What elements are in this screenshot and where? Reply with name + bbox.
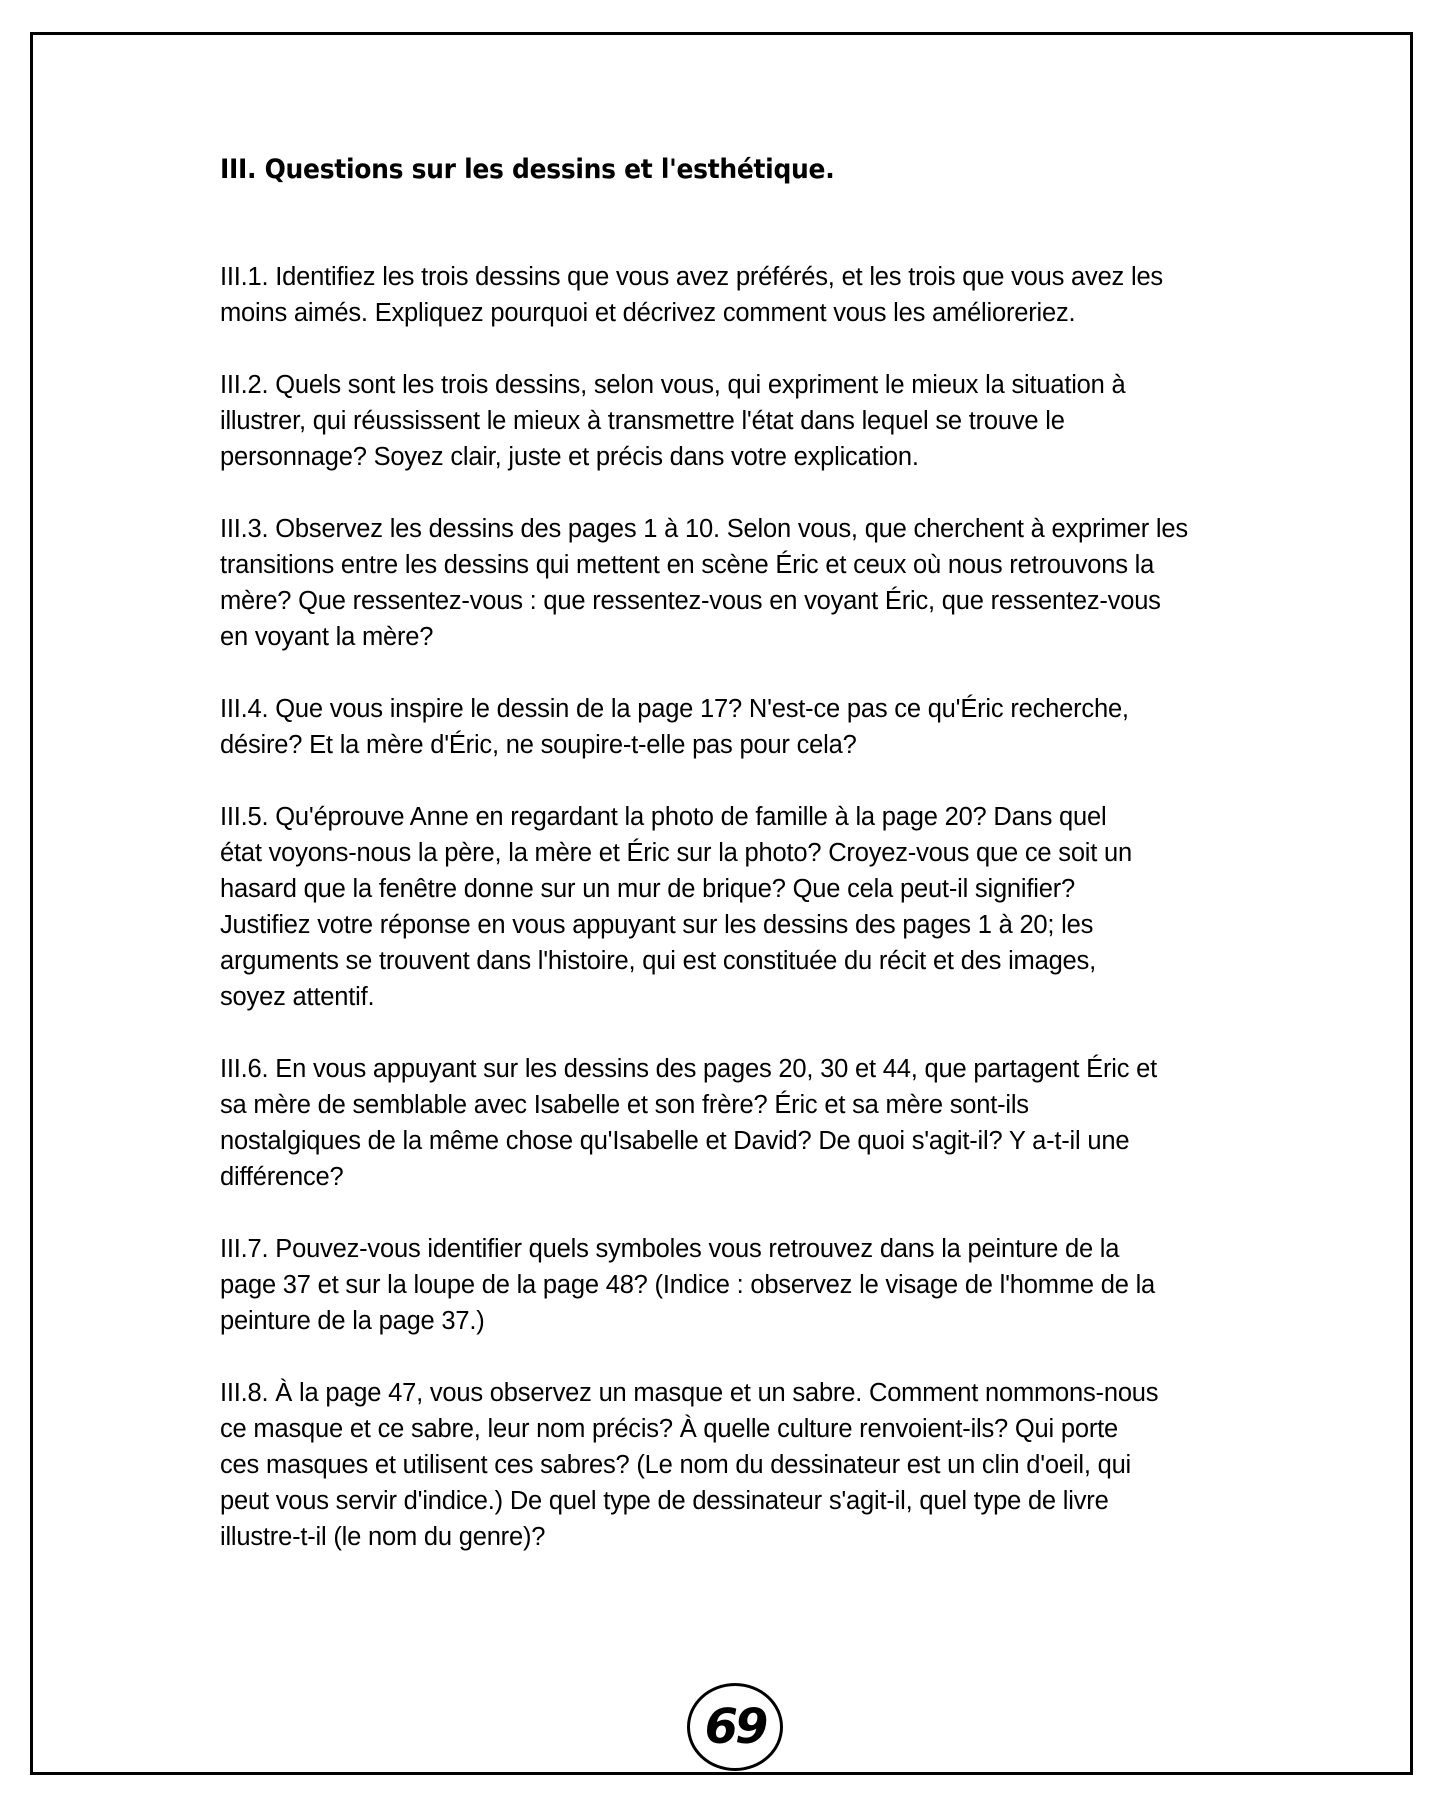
question-line: en voyant la mère? — [220, 623, 434, 651]
question-list — [220, 259, 1280, 1591]
question-iii-6 — [220, 1051, 1280, 1195]
question-line: moins aimés. Expliquez pourquoi et décrivez comment vous les amélioreriez. — [220, 299, 1076, 327]
section-heading: III. Questions sur les dessins et l'esthétique. — [220, 154, 835, 185]
question-line: désire? Et la mère d'Éric, ne soupire-t-elle pas pour cela? — [220, 731, 857, 759]
question-line: III.2. Quels sont les trois dessins, selon vous, qui expriment le mieux la situation à — [220, 371, 1126, 399]
page-number: 69 — [704, 1699, 766, 1755]
question-line: état voyons-nous la père, la mère et Éric sur la photo? Croyez-vous que ce soit un — [220, 839, 1132, 867]
question-line: différence? — [220, 1163, 344, 1191]
question-line: ce masque et ce sabre, leur nom précis? À quelle culture renvoient-ils? Qui porte — [220, 1415, 1119, 1443]
question-iii-1 — [220, 259, 1280, 331]
question-line: III.5. Qu'éprouve Anne en regardant la photo de famille à la page 20? Dans quel — [220, 803, 1107, 831]
page-number-badge — [687, 1683, 783, 1771]
question-line: transitions entre les dessins qui mettent en scène Éric et ceux où nous retrouvons la — [220, 551, 1155, 579]
question-line: III.4. Que vous inspire le dessin de la page 17? N'est-ce pas ce qu'Éric recherche, — [220, 695, 1129, 723]
question-line: III.1. Identifiez les trois dessins que vous avez préférés, et les trois que vous avez les — [220, 263, 1163, 291]
question-iii-4 — [220, 691, 1280, 763]
question-line: arguments se trouvent dans l'histoire, qui est constituée du récit et des images, — [220, 947, 1096, 975]
question-line: mère? Que ressentez-vous : que ressentez-vous en voyant Éric, que ressentez-vous — [220, 587, 1161, 615]
question-line: page 37 et sur la loupe de la page 48? (Indice : observez le visage de l'homme de la — [220, 1271, 1156, 1299]
question-line: III.3. Observez les dessins des pages 1 à 10. Selon vous, que cherchent à exprimer les — [220, 515, 1188, 543]
question-line: III.7. Pouvez-vous identifier quels symboles vous retrouvez dans la peinture de la — [220, 1235, 1120, 1263]
question-line: soyez attentif. — [220, 983, 375, 1011]
question-iii-8 — [220, 1375, 1280, 1555]
question-line: illustrer, qui réussissent le mieux à transmettre l'état dans lequel se trouve le — [220, 407, 1065, 435]
question-line: peut vous servir d'indice.) De quel type de dessinateur s'agit-il, quel type de livre — [220, 1487, 1109, 1515]
question-iii-2 — [220, 367, 1280, 475]
question-iii-5 — [220, 799, 1280, 1015]
question-line: illustre-t-il (le nom du genre)? — [220, 1523, 546, 1551]
question-line: nostalgiques de la même chose qu'Isabelle et David? De quoi s'agit-il? Y a-t-il une — [220, 1127, 1130, 1155]
question-line: hasard que la fenêtre donne sur un mur de brique? Que cela peut-il signifier? — [220, 875, 1075, 903]
question-line: III.8. À la page 47, vous observez un masque et un sabre. Comment nommons-nous — [220, 1379, 1159, 1407]
question-line: sa mère de semblable avec Isabelle et son frère? Éric et sa mère sont-ils — [220, 1091, 1029, 1119]
question-line: III.6. En vous appuyant sur les dessins des pages 20, 30 et 44, que partagent Éric et — [220, 1055, 1158, 1083]
question-line: ces masques et utilisent ces sabres? (Le nom du dessinateur est un clin d'oeil, qui — [220, 1451, 1132, 1479]
question-line: personnage? Soyez clair, juste et précis dans votre explication. — [220, 443, 919, 471]
question-iii-3 — [220, 511, 1280, 655]
question-iii-7 — [220, 1231, 1280, 1339]
question-line: Justifiez votre réponse en vous appuyant sur les dessins des pages 1 à 20; les — [220, 911, 1094, 939]
question-line: peinture de la page 37.) — [220, 1307, 485, 1335]
